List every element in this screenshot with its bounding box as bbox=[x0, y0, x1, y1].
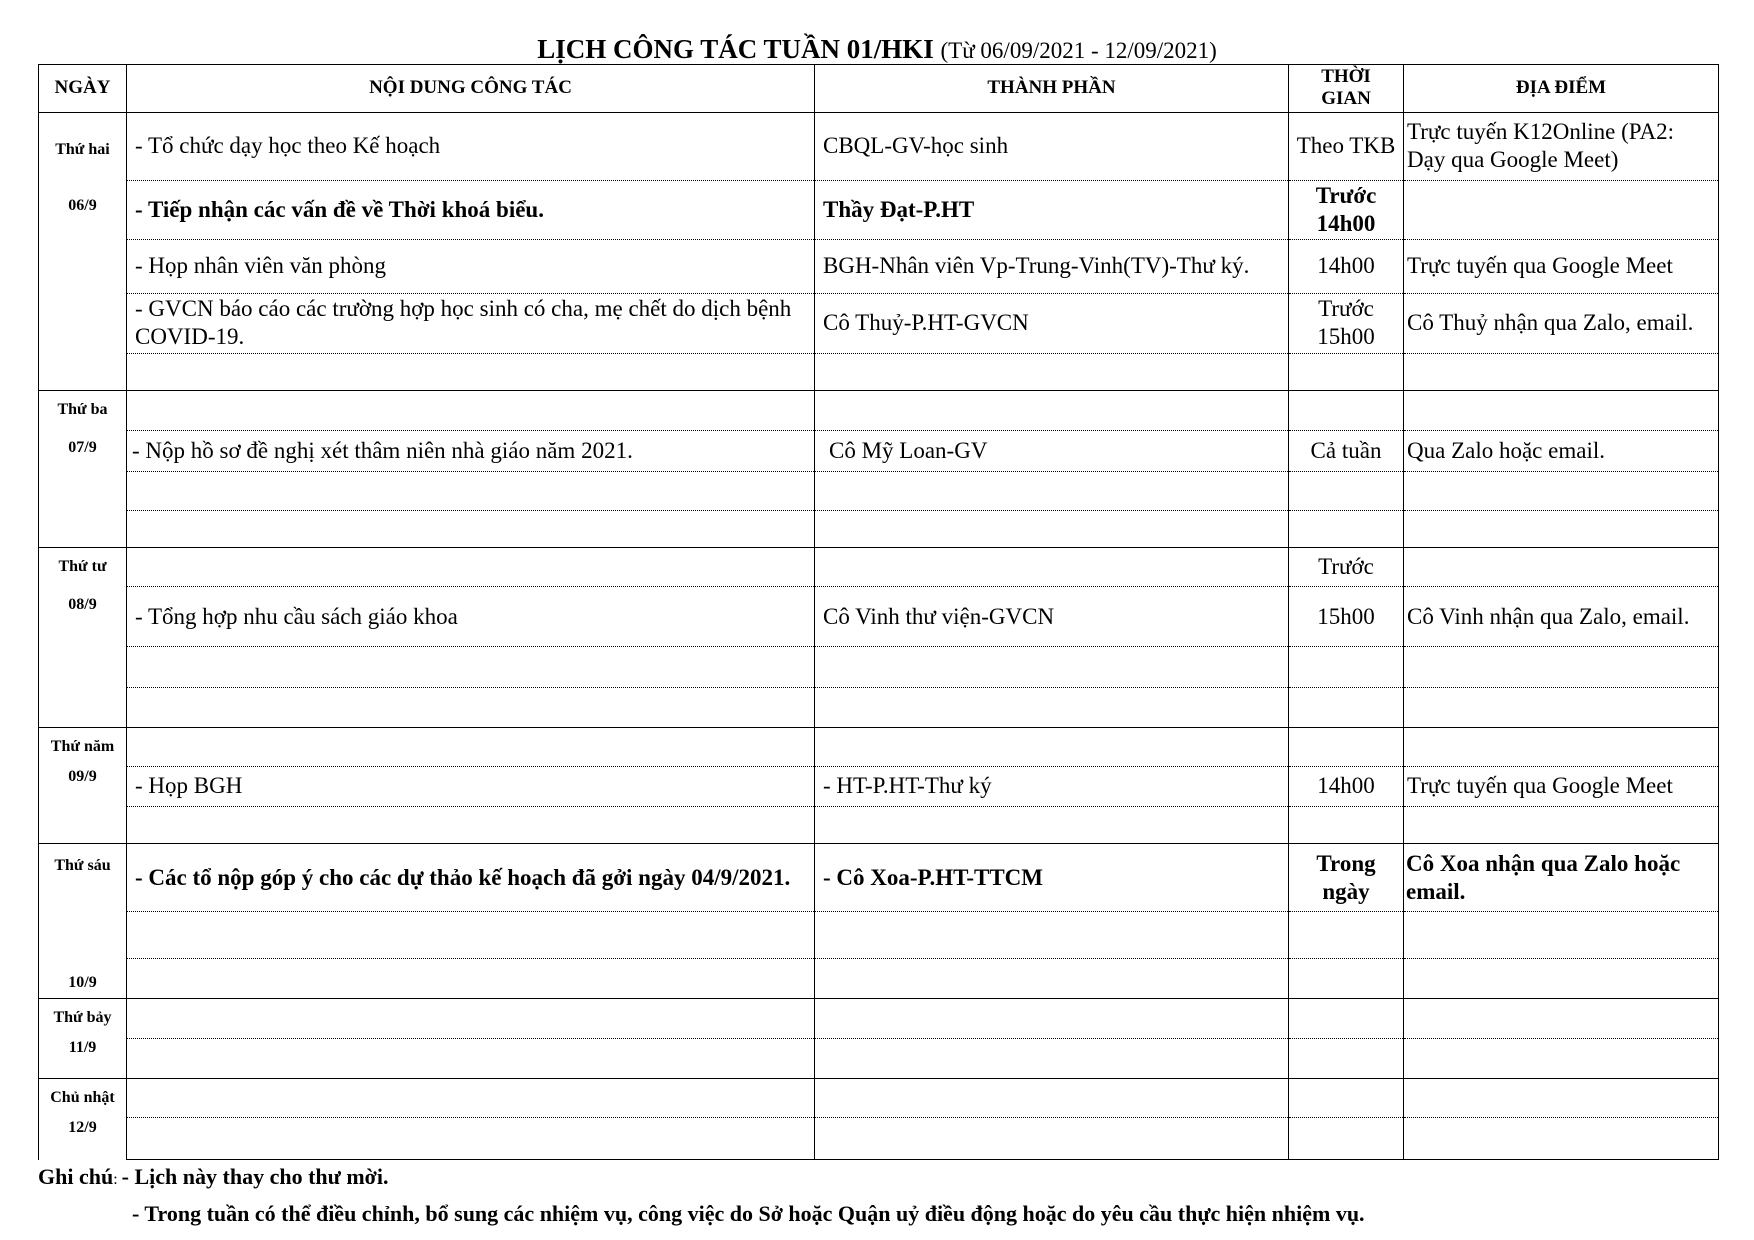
table-row bbox=[39, 587, 1719, 647]
day-name: Chủ nhật bbox=[50, 1089, 115, 1106]
composition-cell: - HT-P.HT-Thư ký bbox=[815, 767, 1289, 806]
day-name: Thứ bảy bbox=[53, 1009, 112, 1027]
header-place: ĐỊA ĐIỂM bbox=[1404, 65, 1719, 113]
composition-cell: Cô Thuỷ-P.HT-GVCN bbox=[815, 293, 1289, 353]
day-cell-saturday bbox=[39, 999, 127, 1079]
table-row bbox=[39, 1038, 1719, 1078]
notes-text-2: - Trong tuần có thể điều chỉnh, bổ sung các nhiệm vụ, công việc do Sở hoặc Quận uỷ điều động hoặc do yêu cầu thực hiện nhiệm vụ. bbox=[132, 1201, 1365, 1226]
place-cell: Trực tuyến K12Online (PA2: Dạy qua Google Meet) bbox=[1404, 112, 1719, 180]
place-cell: Cô Thuỷ nhận qua Zalo, email. bbox=[1404, 293, 1719, 353]
time-cell: Trước bbox=[1289, 547, 1404, 586]
table-row bbox=[39, 958, 1719, 998]
day-date: 10/9 bbox=[68, 973, 97, 991]
day-date: 08/9 bbox=[68, 595, 97, 613]
place-cell: Cô Vinh nhận qua Zalo, email. bbox=[1404, 587, 1719, 647]
composition-cell: CBQL-GV-học sinh bbox=[815, 112, 1289, 180]
header-composition: THÀNH PHẦN bbox=[815, 65, 1289, 113]
day-name: Thứ hai bbox=[55, 140, 110, 158]
time-cell: Theo TKB bbox=[1289, 112, 1404, 180]
table-row bbox=[39, 843, 1719, 911]
table-row bbox=[39, 472, 1719, 511]
table-row bbox=[39, 112, 1719, 180]
time-cell: 14h00 bbox=[1289, 767, 1404, 806]
place-cell bbox=[1404, 181, 1719, 240]
content-cell: - Tổ chức dạy học theo Kế hoạch bbox=[127, 112, 815, 180]
notes-line-1: Ghi chú: - Lịch này thay cho thư mời. bbox=[38, 1160, 1365, 1197]
day-name: Thứ ba bbox=[57, 401, 108, 419]
title-date-range: (Từ 06/09/2021 - 12/09/2021) bbox=[940, 38, 1217, 63]
time-cell: Trước 14h00 bbox=[1289, 181, 1404, 240]
day-cell-friday bbox=[39, 843, 127, 998]
table-row bbox=[39, 511, 1719, 547]
table-row bbox=[39, 293, 1719, 353]
notes-section bbox=[38, 1160, 1365, 1231]
content-cell: - GVCN báo cáo các trường hợp học sinh có cha, mẹ chết do dịch bệnh COVID-19. bbox=[127, 293, 815, 353]
content-cell: - Tiếp nhận các vấn đề về Thời khoá biểu. bbox=[127, 181, 815, 240]
place-cell: Qua Zalo hoặc email. bbox=[1404, 430, 1719, 471]
day-cell-wednesday bbox=[39, 547, 127, 727]
table-row bbox=[39, 647, 1719, 687]
day-date: 11/9 bbox=[68, 1039, 97, 1057]
day-cell-monday bbox=[39, 112, 127, 391]
table-row bbox=[39, 999, 1719, 1038]
day-name: Thứ sáu bbox=[54, 856, 111, 874]
composition-cell: Cô Mỹ Loan-GV bbox=[815, 430, 1289, 471]
table-row bbox=[39, 1118, 1719, 1160]
time-cell: Trước 15h00 bbox=[1289, 293, 1404, 353]
composition-cell: Cô Vinh thư viện-GVCN bbox=[815, 587, 1289, 647]
header-content: NỘI DUNG CÔNG TÁC bbox=[127, 65, 815, 113]
header-time: THỜI GIAN bbox=[1289, 65, 1404, 113]
day-date: 09/9 bbox=[68, 767, 97, 785]
time-cell: Cả tuần bbox=[1289, 430, 1404, 471]
place-cell: Trực tuyến qua Google Meet bbox=[1404, 240, 1719, 294]
content-cell: - Họp nhân viên văn phòng bbox=[127, 240, 815, 294]
table-row bbox=[39, 767, 1719, 806]
schedule-table bbox=[38, 64, 1719, 1160]
time-cell: Trong ngày bbox=[1289, 843, 1404, 911]
table-row bbox=[39, 547, 1719, 586]
content-cell: - Họp BGH bbox=[127, 767, 815, 806]
table-row bbox=[39, 1079, 1719, 1118]
table-row bbox=[39, 391, 1719, 430]
notes-line-2 bbox=[38, 1197, 1365, 1231]
day-name: Thứ tư bbox=[58, 557, 107, 575]
header-day: NGÀY bbox=[39, 65, 127, 113]
table-row bbox=[39, 430, 1719, 471]
place-cell: Cô Xoa nhận qua Zalo hoặc email. bbox=[1404, 843, 1719, 911]
place-cell: Trực tuyến qua Google Meet bbox=[1404, 767, 1719, 806]
notes-text-1: - Lịch này thay cho thư mời. bbox=[121, 1164, 389, 1189]
table-row bbox=[39, 727, 1719, 766]
composition-cell: - Cô Xoa-P.HT-TTCM bbox=[815, 843, 1289, 911]
composition-cell: BGH-Nhân viên Vp-Trung-Vinh(TV)-Thư ký. bbox=[815, 240, 1289, 294]
header-row bbox=[39, 65, 1719, 113]
day-date: 07/9 bbox=[68, 439, 97, 457]
title-main: LỊCH CÔNG TÁC TUẦN 01/HKI bbox=[537, 34, 934, 64]
composition-cell: Thầy Đạt-P.HT bbox=[815, 181, 1289, 240]
table-row bbox=[39, 240, 1719, 294]
day-date: 06/9 bbox=[68, 196, 97, 214]
day-cell-thursday bbox=[39, 727, 127, 843]
day-name: Thứ năm bbox=[50, 737, 115, 755]
time-cell: 15h00 bbox=[1289, 587, 1404, 647]
day-cell-sunday bbox=[39, 1079, 127, 1160]
content-cell: - Nộp hồ sơ đề nghị xét thâm niên nhà giáo năm 2021. bbox=[127, 430, 815, 471]
content-cell: - Tổng hợp nhu cầu sách giáo khoa bbox=[127, 587, 815, 647]
content-cell: - Các tổ nộp góp ý cho các dự thảo kế hoạch đã gởi ngày 04/9/2021. bbox=[127, 843, 815, 911]
notes-label: Ghi chú bbox=[38, 1164, 114, 1189]
time-cell: 14h00 bbox=[1289, 240, 1404, 294]
table-row bbox=[39, 806, 1719, 843]
table-row bbox=[39, 181, 1719, 240]
table-row bbox=[39, 353, 1719, 390]
page-title bbox=[0, 34, 1754, 66]
table-row bbox=[39, 687, 1719, 727]
day-date: 12/9 bbox=[68, 1119, 97, 1136]
table-row bbox=[39, 912, 1719, 959]
day-cell-tuesday bbox=[39, 391, 127, 547]
